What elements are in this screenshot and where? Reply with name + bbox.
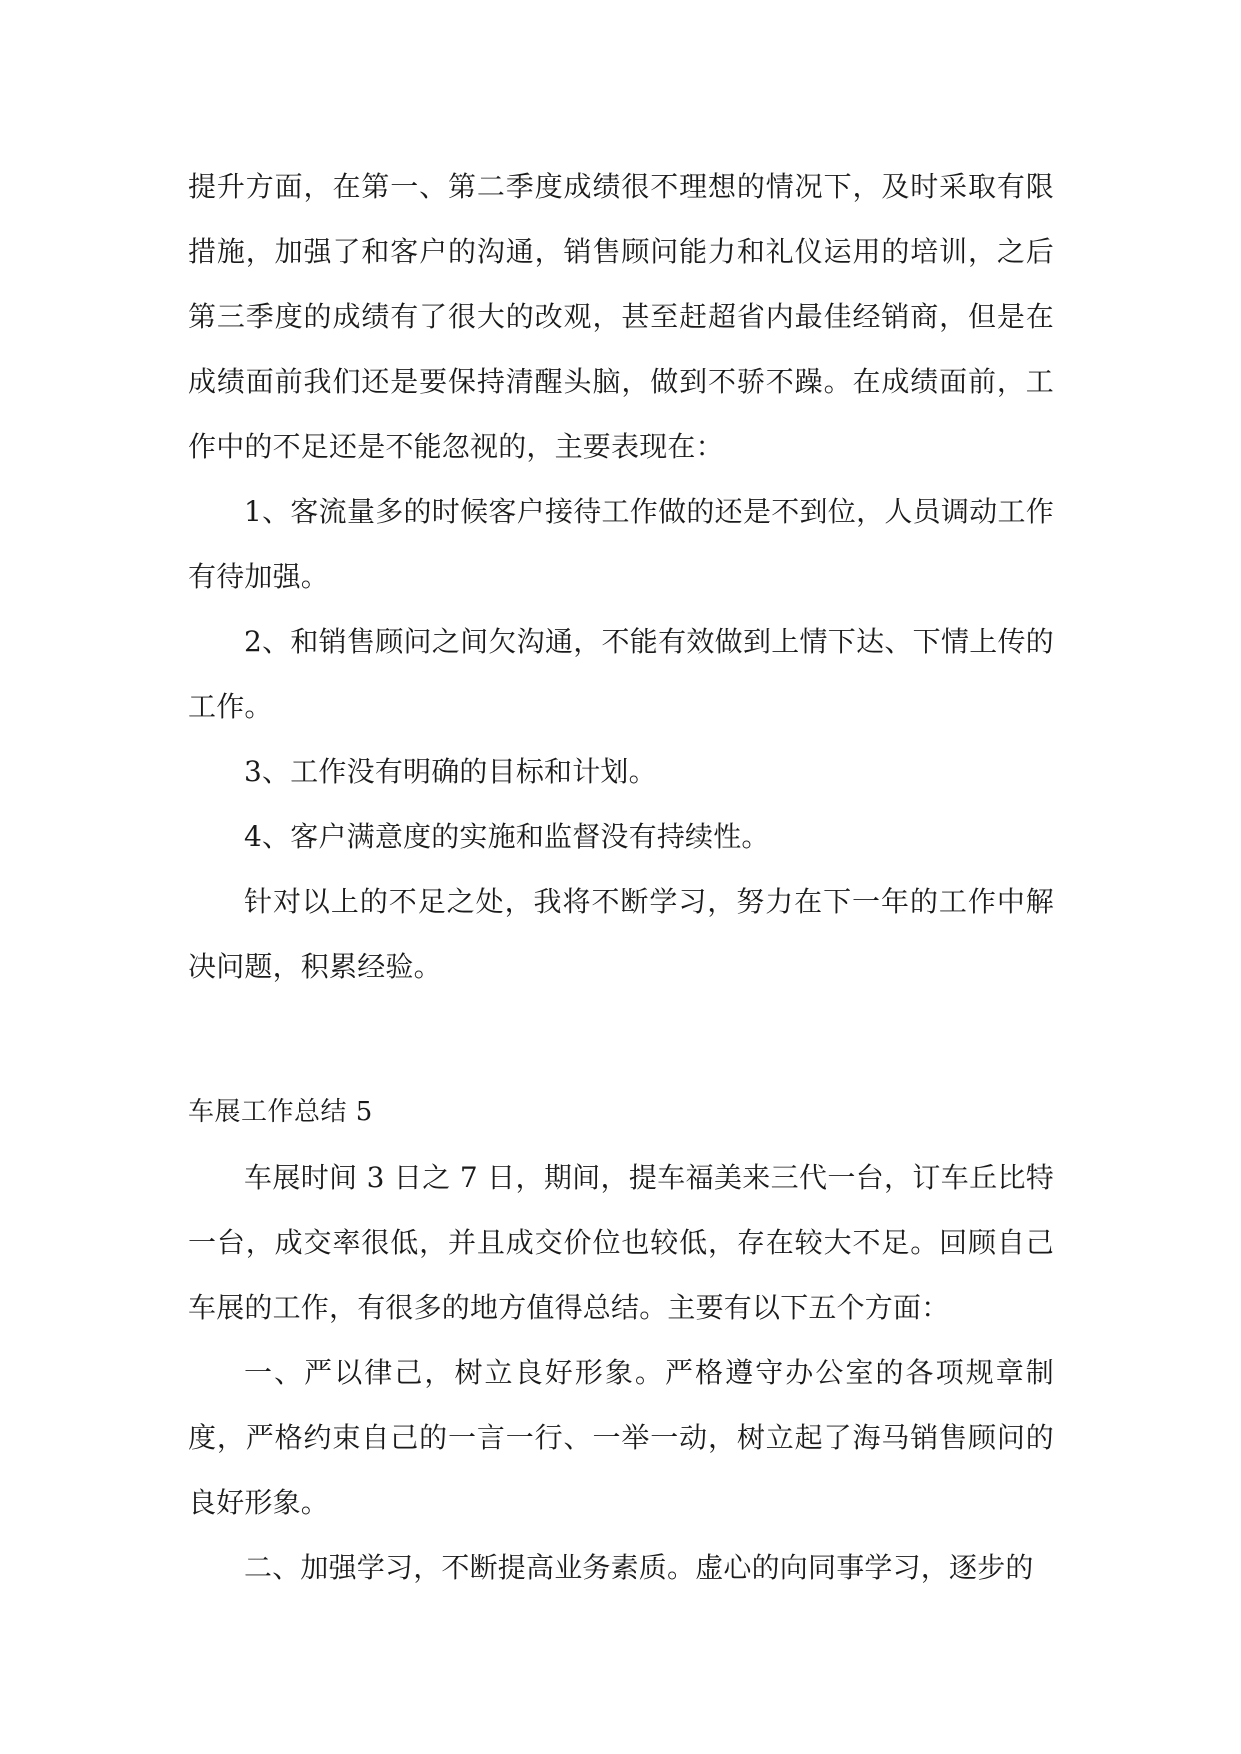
list-item: 4、客户满意度的实施和监督没有持续性。 [244,820,770,853]
paragraph-conclusion: 针对以上的不足之处，我将不断学习，努力在下一年的工作中解决问题，积累经验。 [188,885,1054,983]
list-item: 1、客流量多的时候客户接待工作做的还是不到位，人员调动工作有待加强。 [188,495,1054,593]
section-car-show-summary [188,1080,1054,1600]
paragraph: 车展时间 3 日之 7 日，期间，提车福美来三代一台，订车丘比特一台，成交率很低，并且成交价位也较低，存在较大不足。回顾自己车展的工作，有很多的地方值得总结。主要有以下五个方面： [188,1161,1054,1324]
paragraph: 一、严以律己，树立良好形象。严格遵守办公室的各项规章制度，严格约束自己的一言一行、一举一动，树立起了海马销售顾问的良好形象。 [188,1356,1054,1519]
paragraph-intro: 提升方面，在第一、第二季度成绩很不理想的情况下，及时采取有限措施，加强了和客户的沟通，销售顾问能力和礼仪运用的培训，之后第三季度的成绩有了很大的改观，甚至赶超省内最佳经销商，但是在成绩面前我们还是要保持清醒头脑，做到不骄不躁。在成绩面前，工作中的不足还是不能忽视的，主要表现在： [188,170,1054,463]
list-item: 3、工作没有明确的目标和计划。 [244,755,657,788]
paragraph: 二、加强学习，不断提高业务素质。虚心的向同事学习，逐步的 [244,1551,1034,1584]
section-continuation [188,154,1054,999]
section-heading: 车展工作总结 5 [188,1097,373,1127]
list-item: 2、和销售顾问之间欠沟通，不能有效做到上情下达、下情上传的工作。 [188,625,1054,723]
